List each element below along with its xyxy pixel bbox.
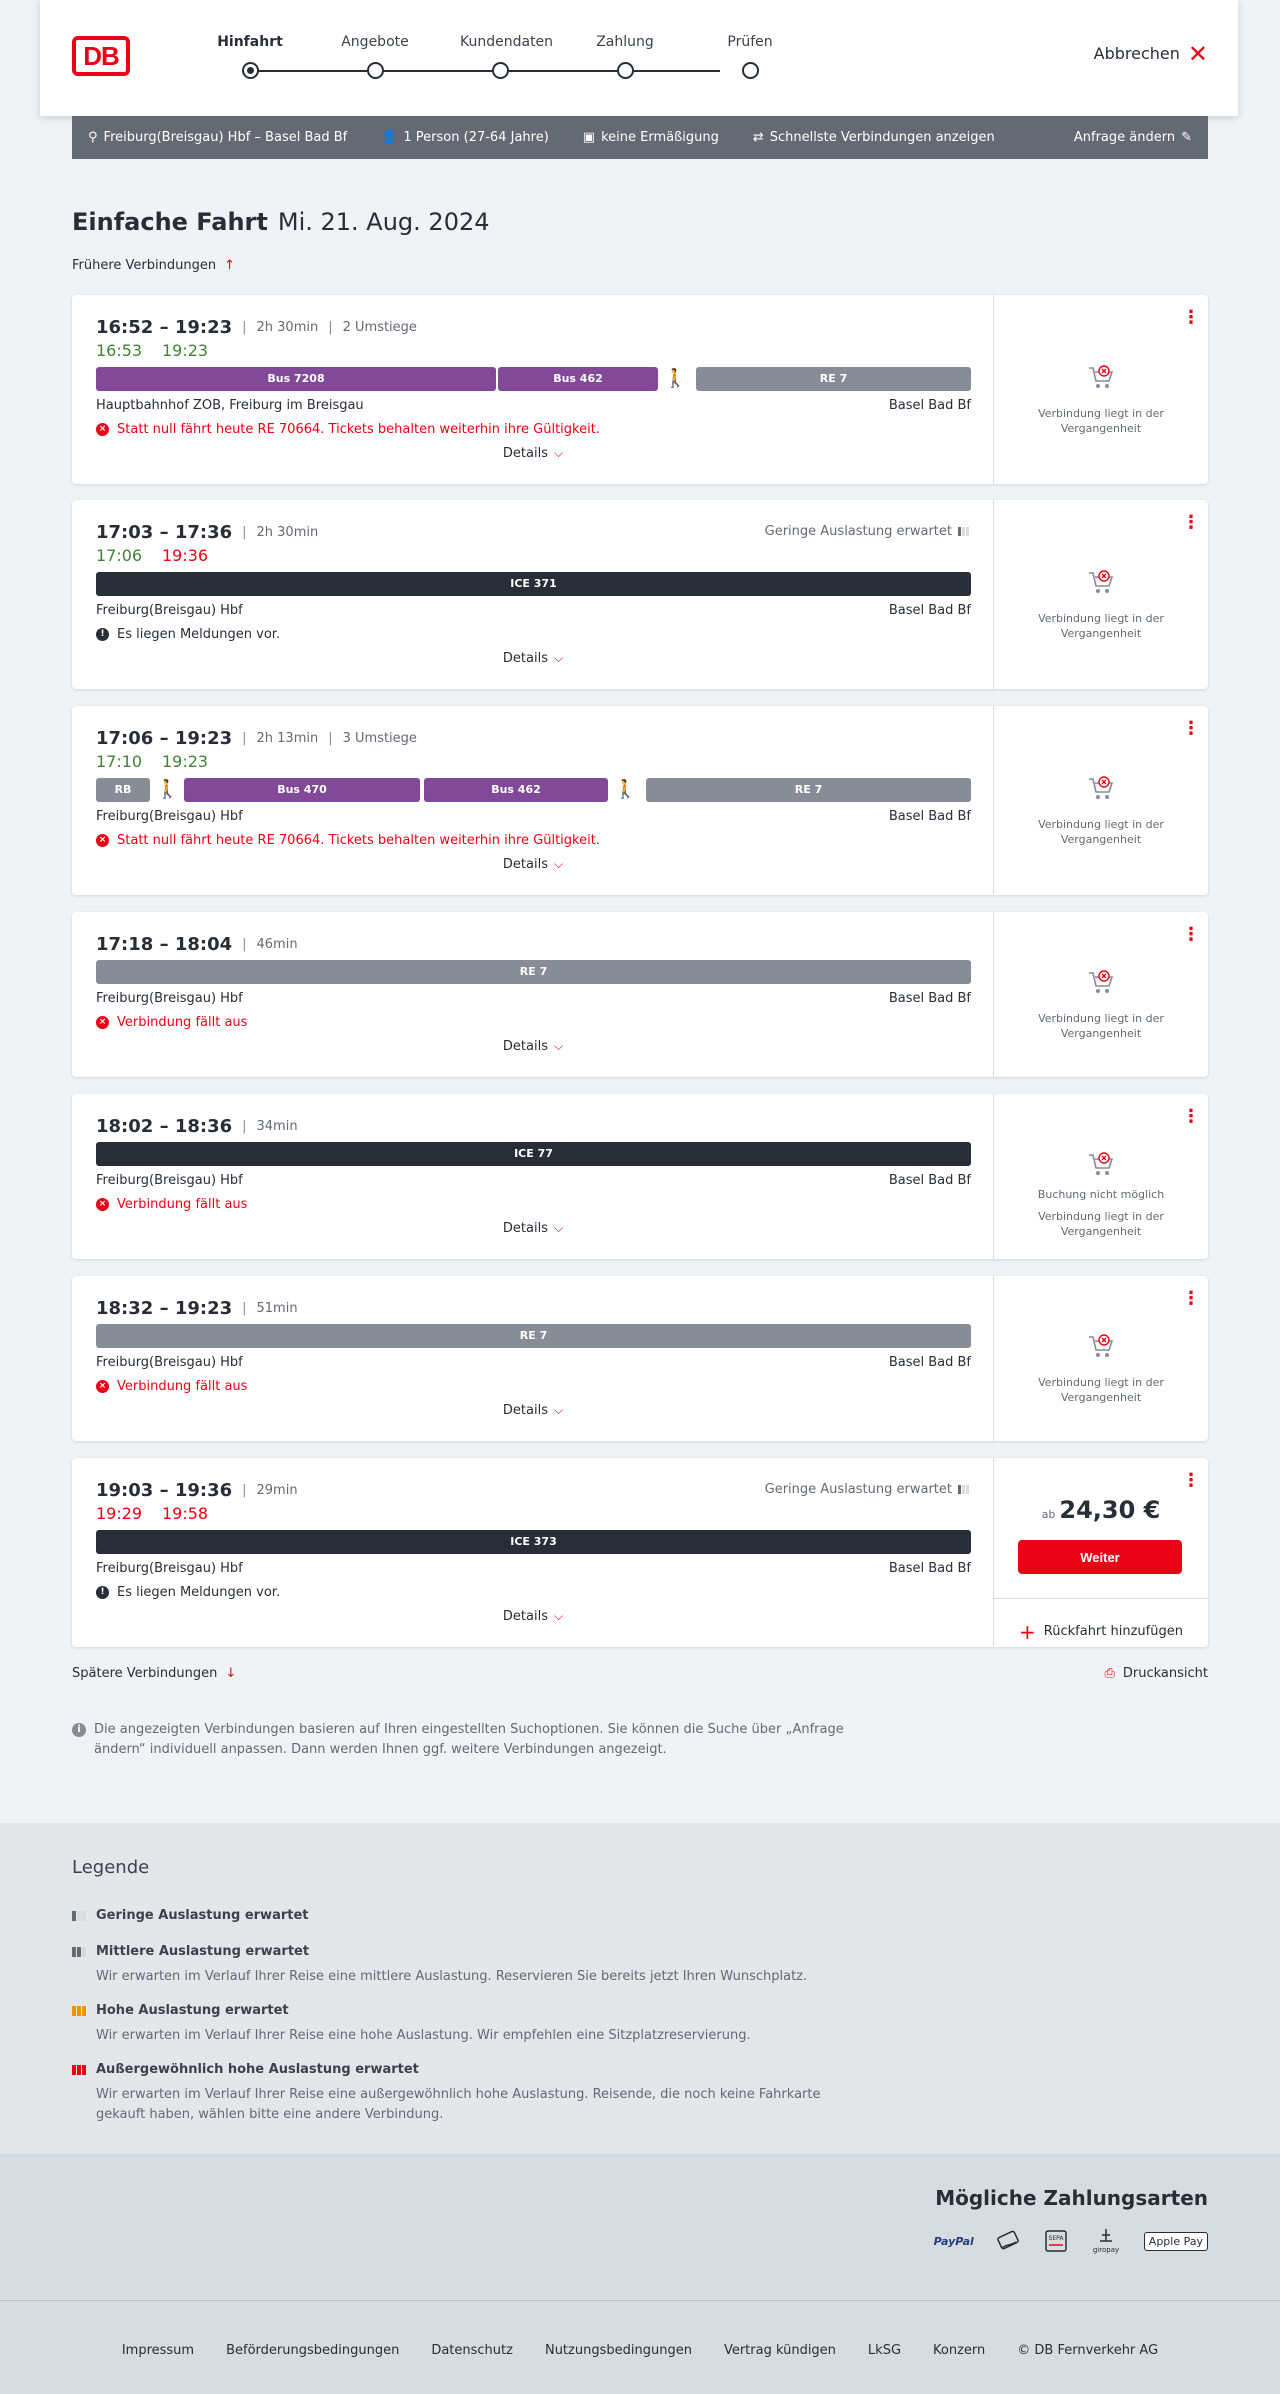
cart-unavailable-icon [994, 1333, 1208, 1363]
details-toggle[interactable] [72, 1609, 994, 1624]
occupancy-low-icon [958, 527, 969, 536]
past-connection-text: Verbindung liegt in der Vergangenheit [1038, 407, 1164, 435]
footer [0, 2300, 1280, 2394]
details-label: Details [502, 1609, 548, 1624]
persons-text: 1 Person (27-64 Jahre) [403, 130, 549, 145]
arrival-station: Basel Bad Bf [888, 1561, 971, 1576]
connection-message [96, 1015, 247, 1030]
connection-main[interactable] [72, 1276, 994, 1441]
occupancy-indicator [765, 524, 969, 539]
legend-item-title [72, 2003, 872, 2018]
planned-times: 18:02 – 18:36 [96, 1116, 233, 1137]
connection-times [96, 1298, 298, 1319]
message-text: Es liegen Meldungen vor. [117, 627, 281, 642]
step-dot [367, 62, 384, 79]
duration: 34min [256, 1119, 298, 1134]
connection-card[interactable] [72, 295, 1208, 484]
legend-item [72, 1944, 872, 1987]
more-options-icon[interactable]: ⋮ [1182, 924, 1200, 945]
footer-link[interactable]: Beförderungsbedingungen [226, 2343, 400, 2358]
location-pin-icon: ⚲ [88, 130, 98, 145]
step-label: Prüfen [727, 34, 773, 50]
realtime-departure: 17:10 [96, 752, 143, 771]
print-label: Druckansicht [1122, 1666, 1208, 1681]
message-text: Statt null fährt heute RE 70664. Tickets behalten weiterhin ihre Gültigkeit. [117, 422, 600, 437]
chevron-down-icon: ⌵ [553, 1403, 564, 1417]
connection-times [96, 317, 417, 338]
payment-title: Mögliche Zahlungsarten [935, 2186, 1208, 2210]
separator: | [242, 1119, 247, 1134]
duration: 46min [256, 937, 298, 952]
details-toggle[interactable] [72, 1221, 994, 1236]
connection-main[interactable] [72, 500, 994, 689]
train-segment[interactable]: RE 7 [96, 1324, 971, 1348]
print-view-button[interactable] [1104, 1666, 1208, 1681]
earlier-connections-button[interactable] [72, 258, 235, 273]
separator: | [242, 1301, 247, 1316]
departure-station: Freiburg(Breisgau) Hbf [96, 603, 243, 618]
error-icon: × [96, 1198, 109, 1211]
db-logo[interactable]: DB [72, 36, 130, 76]
occupancy-level-icon [72, 2006, 88, 2016]
step-dot [617, 62, 634, 79]
connection-message [96, 627, 280, 642]
later-connections-button[interactable] [72, 1666, 236, 1681]
svg-text:SEPA: SEPA [1048, 2235, 1064, 2242]
footer-link[interactable]: Nutzungsbedingungen [544, 2343, 692, 2358]
return-label: Rückfahrt hinzufügen [1043, 1624, 1183, 1639]
details-label: Details [502, 651, 548, 666]
planned-times: 17:06 – 19:23 [96, 728, 233, 749]
journey-segments-bar [96, 1142, 971, 1166]
arrival-station: Basel Bad Bf [888, 1173, 971, 1188]
error-icon: × [96, 423, 109, 436]
connection-card[interactable] [72, 1276, 1208, 1441]
train-segment[interactable]: Bus 7208 [96, 367, 496, 391]
departure-station: Freiburg(Breisgau) Hbf [96, 1355, 243, 1370]
train-segment[interactable]: Bus 470 [184, 778, 420, 802]
past-connection-text: Verbindung liegt in der Vergangenheit [1038, 612, 1164, 640]
step-label: Kundendaten [460, 34, 554, 50]
legend-title-text: Außergewöhnlich hohe Auslastung erwartet [96, 2062, 419, 2077]
details-label: Details [502, 857, 548, 872]
apple-pay-icon [1144, 2228, 1208, 2254]
stations [96, 1173, 971, 1188]
connection-message [96, 833, 600, 848]
stations [96, 809, 971, 824]
legend-desc: Wir erwarten im Verlauf Ihrer Reise eine hohe Auslastung. Wir empfehlen eine Sitzplatzreservierung. [96, 2028, 751, 2043]
step-pruefen [710, 34, 790, 50]
train-segment[interactable]: Bus 462 [424, 778, 608, 802]
step-hinfahrt [210, 34, 290, 50]
chevron-down-icon: ⌵ [553, 1609, 564, 1623]
journey-segments-bar [96, 778, 971, 802]
error-icon: × [96, 834, 109, 847]
connection-card[interactable] [72, 1094, 1208, 1259]
page-title [72, 208, 490, 236]
legend-title-text: Hohe Auslastung erwartet [96, 2003, 289, 2018]
connection-card[interactable] [72, 500, 1208, 689]
progress-line [250, 70, 720, 72]
summary-persons [381, 130, 549, 145]
realtime-times [96, 1504, 228, 1523]
arrow-up-icon: ↑ [224, 258, 235, 273]
trip-type: Einfache Fahrt [72, 208, 268, 236]
search-info-note [72, 1720, 852, 1760]
departure-station: Hauptbahnhof ZOB, Freiburg im Breisgau [96, 398, 364, 413]
more-options-icon[interactable]: ⋮ [1182, 1288, 1200, 1309]
step-label: Zahlung [596, 34, 654, 50]
train-segment[interactable]: RB [96, 778, 150, 802]
train-segment[interactable]: ICE 77 [96, 1142, 971, 1166]
occupancy-indicator [765, 1482, 969, 1497]
separator: | [242, 525, 247, 540]
connection-side [994, 1458, 1208, 1647]
details-toggle[interactable] [72, 1039, 994, 1054]
legend-section [0, 1823, 1280, 2154]
connection-times [96, 1116, 298, 1137]
separator: | [328, 320, 333, 335]
paypal-label: PayPal [933, 2234, 974, 2248]
details-label: Details [502, 1221, 548, 1236]
occupancy-level-icon [72, 1947, 88, 1957]
arrival-station: Basel Bad Bf [888, 809, 971, 824]
walking-icon: 🚶 [664, 368, 687, 389]
legend-desc: Wir erwarten im Verlauf Ihrer Reise eine außergewöhnlich hohe Auslastung. Reisende, die noch keine Fahrkarte gekauft haben, wählen bitte eine andere Verbindung. [96, 2087, 821, 2122]
connection-card[interactable] [72, 706, 1208, 895]
earlier-label: Frühere Verbindungen [72, 258, 217, 273]
printer-icon: ⎙ [1104, 1666, 1115, 1681]
paypal-icon [934, 2228, 974, 2254]
credit-card-icon [996, 2228, 1022, 2254]
transfers: 3 Umstiege [342, 731, 417, 746]
realtime-arrival: 19:58 [162, 1504, 209, 1523]
stations [96, 991, 971, 1006]
legend-desc: Wir erwarten im Verlauf Ihrer Reise eine mittlere Auslastung. Reservieren Sie bereits jetzt Ihren Wunschplatz. [96, 1969, 808, 1984]
legend-title: Legende [72, 1857, 150, 1878]
alert-icon: ! [96, 1586, 109, 1599]
booking-impossible-text: Buchung nicht möglich [1037, 1188, 1165, 1201]
connection-main[interactable] [72, 912, 994, 1077]
stations [96, 603, 971, 618]
footer-link[interactable]: LkSG [867, 2343, 902, 2358]
details-toggle[interactable] [72, 651, 994, 666]
chevron-down-icon: ⌵ [553, 857, 564, 871]
arrival-station: Basel Bad Bf [888, 1355, 971, 1370]
realtime-departure: 19:29 [96, 1504, 143, 1523]
legend-item [72, 1908, 872, 1923]
legend-item-title [72, 2062, 872, 2077]
top-header [40, 0, 1238, 116]
message-text: Verbindung fällt aus [117, 1197, 248, 1212]
connection-message [96, 1197, 247, 1212]
planned-times: 18:32 – 19:23 [96, 1298, 233, 1319]
chevron-down-icon: ⌵ [553, 446, 564, 460]
connection-times [96, 1480, 298, 1501]
footer-link[interactable]: © DB Fernverkehr AG [1017, 2343, 1159, 2358]
journey-segments-bar [96, 960, 971, 984]
separator: | [242, 1483, 247, 1498]
connection-side [994, 295, 1208, 484]
duration: 2h 13min [256, 731, 319, 746]
trip-date: Mi. 21. Aug. 2024 [277, 208, 490, 236]
giropay-icon [1090, 2228, 1122, 2254]
payment-section [0, 2154, 1280, 2300]
summary-discount [583, 130, 719, 145]
realtime-times [96, 341, 228, 360]
step-dot [242, 62, 259, 79]
legend-item [72, 2003, 872, 2046]
cart-unavailable-icon [994, 569, 1208, 599]
connection-side [994, 912, 1208, 1077]
train-segment[interactable]: ICE 373 [96, 1530, 971, 1554]
footer-link[interactable]: Konzern [933, 2343, 986, 2358]
message-text: Statt null fährt heute RE 70664. Tickets behalten weiterhin ihre Gültigkeit. [117, 833, 600, 848]
journey-segments-bar [96, 1324, 971, 1348]
swap-icon: ⇄ [752, 130, 764, 145]
step-kundendaten [460, 34, 554, 50]
duration: 2h 30min [256, 525, 319, 540]
legend-item-title [72, 1908, 872, 1923]
arrival-station: Basel Bad Bf [888, 398, 971, 413]
connection-card[interactable] [72, 912, 1208, 1077]
chevron-down-icon: ⌵ [553, 651, 564, 665]
arrival-station: Basel Bad Bf [888, 991, 971, 1006]
departure-station: Freiburg(Breisgau) Hbf [96, 809, 243, 824]
realtime-times [96, 752, 228, 771]
connection-message [96, 1585, 280, 1600]
booking-progress-steps [210, 34, 773, 84]
cart-unavailable-icon [994, 775, 1208, 805]
step-dot [742, 62, 759, 79]
realtime-arrival: 19:23 [162, 752, 209, 771]
legend-title-text: Mittlere Auslastung erwartet [96, 1944, 310, 1959]
cart-unavailable-icon [994, 364, 1208, 394]
step-label: Hinfahrt [217, 34, 283, 50]
continue-button[interactable]: Weiter [1018, 1540, 1182, 1574]
transfers: 2 Umstiege [342, 320, 417, 335]
sepa-icon [1044, 2228, 1068, 2254]
price-value: 24,30 € [1059, 1496, 1161, 1524]
connection-main[interactable] [72, 706, 994, 895]
duration: 29min [256, 1483, 298, 1498]
departure-station: Freiburg(Breisgau) Hbf [96, 991, 243, 1006]
planned-times: 17:18 – 18:04 [96, 934, 233, 955]
planned-times: 17:03 – 17:36 [96, 522, 233, 543]
price-prefix: ab [1041, 1508, 1056, 1521]
legend-item [72, 2062, 872, 2125]
separator: | [328, 731, 333, 746]
walking-icon: 🚶 [614, 779, 637, 800]
footer-link[interactable]: Vertrag kündigen [723, 2343, 836, 2358]
more-options-icon[interactable]: ⋮ [1182, 1470, 1200, 1491]
more-options-icon[interactable]: ⋮ [1182, 718, 1200, 739]
details-label: Details [502, 446, 548, 461]
connection-main[interactable] [72, 1458, 994, 1647]
cart-unavailable-icon [994, 969, 1208, 999]
arrow-down-icon: ↓ [225, 1666, 237, 1681]
footer-link[interactable]: Impressum [121, 2343, 195, 2358]
connection-side [994, 1094, 1208, 1259]
walking-icon: 🚶 [156, 779, 179, 800]
payment-methods [934, 2228, 1208, 2254]
connection-main[interactable] [72, 295, 994, 484]
later-label: Spätere Verbindungen [72, 1666, 218, 1681]
connection-times [96, 522, 318, 543]
close-icon: ✕ [1187, 39, 1208, 68]
cancel-button[interactable] [1093, 39, 1208, 68]
search-summary-bar [72, 116, 1208, 159]
details-label: Details [502, 1403, 548, 1418]
departure-station: Freiburg(Breisgau) Hbf [96, 1561, 243, 1576]
realtime-arrival: 19:36 [162, 546, 209, 565]
departure-station: Freiburg(Breisgau) Hbf [96, 1173, 243, 1188]
stations [96, 1355, 971, 1370]
planned-times: 16:52 – 19:23 [96, 317, 233, 338]
info-icon: i [72, 1723, 86, 1737]
footer-link[interactable]: Datenschutz [431, 2343, 513, 2358]
legend-title-text: Geringe Auslastung erwartet [96, 1908, 309, 1923]
duration: 51min [256, 1301, 298, 1316]
journey-segments-bar [96, 1530, 971, 1554]
more-options-icon[interactable]: ⋮ [1182, 512, 1200, 533]
price [994, 1496, 1208, 1524]
applepay-label: Apple Pay [1144, 2232, 1208, 2251]
change-request-button[interactable] [1074, 130, 1192, 145]
connection-message [96, 1379, 247, 1394]
occupancy-label: Geringe Auslastung erwartet [764, 1482, 952, 1497]
train-segment[interactable]: RE 7 [646, 778, 971, 802]
connection-message [96, 422, 600, 437]
connection-main[interactable] [72, 1094, 994, 1259]
realtime-arrival: 19:23 [162, 341, 209, 360]
step-angebote [335, 34, 415, 50]
more-options-icon[interactable]: ⋮ [1182, 307, 1200, 328]
past-connection-text: Verbindung liegt in der Vergangenheit [1038, 1210, 1164, 1238]
realtime-departure: 16:53 [96, 341, 143, 360]
message-text: Verbindung fällt aus [117, 1379, 248, 1394]
bahncard-icon: ▣ [582, 130, 596, 145]
note-text: Die angezeigten Verbindungen basieren auf Ihren eingestellten Suchoptionen. Sie können die Suche über „Anfrage ändern“ individuell anpassen. Dann werden Ihnen ggf. weitere Verbindungen angezeigt. [94, 1722, 844, 1757]
realtime-departure: 17:06 [96, 546, 143, 565]
step-label: Angebote [341, 34, 409, 50]
more-options-icon[interactable]: ⋮ [1182, 1106, 1200, 1127]
error-icon: × [96, 1380, 109, 1393]
occupancy-level-icon [72, 2065, 88, 2075]
cancel-label: Abbrechen [1093, 44, 1180, 63]
occupancy-level-icon [72, 1911, 88, 1921]
past-connection-text: Verbindung liegt in der Vergangenheit [1038, 818, 1164, 846]
add-return-button[interactable] [994, 1598, 1208, 1664]
error-icon: × [96, 1016, 109, 1029]
cart-unavailable-icon [994, 1151, 1208, 1181]
details-toggle[interactable] [72, 446, 994, 461]
summary-route [88, 130, 347, 145]
footer-links [0, 2343, 1280, 2358]
occupancy-low-icon [958, 1485, 969, 1494]
chevron-down-icon: ⌵ [553, 1221, 564, 1235]
message-text: Es liegen Meldungen vor. [117, 1585, 281, 1600]
step-zahlung [585, 34, 665, 50]
details-label: Details [502, 1039, 548, 1054]
separator: | [242, 320, 247, 335]
planned-times: 19:03 – 19:36 [96, 1480, 233, 1501]
person-icon: 👤 [381, 130, 398, 145]
stations [96, 398, 971, 413]
separator: | [242, 731, 247, 746]
pencil-icon: ✎ [1181, 130, 1192, 145]
fastest-text: Schnellste Verbindungen anzeigen [769, 130, 995, 145]
connection-side [994, 706, 1208, 895]
change-label: Anfrage ändern [1073, 130, 1176, 145]
message-text: Verbindung fällt aus [117, 1015, 248, 1030]
connection-side [994, 500, 1208, 689]
realtime-times [96, 546, 228, 565]
step-dot [492, 62, 509, 79]
train-segment[interactable]: Bus 462 [498, 367, 658, 391]
past-connection-text: Verbindung liegt in der Vergangenheit [1038, 1376, 1164, 1404]
connection-times [96, 934, 298, 955]
details-toggle[interactable] [72, 1403, 994, 1418]
duration: 2h 30min [256, 320, 319, 335]
train-segment[interactable]: RE 7 [696, 367, 971, 391]
route-text: Freiburg(Breisgau) Hbf – Basel Bad Bf [103, 130, 348, 145]
chevron-down-icon: ⌵ [553, 1039, 564, 1053]
connection-side [994, 1276, 1208, 1441]
separator: | [242, 937, 247, 952]
arrival-station: Basel Bad Bf [888, 603, 971, 618]
giropay-label: giropay [1092, 2246, 1119, 2254]
legend-item-title [72, 1944, 872, 1959]
connection-card[interactable] [72, 1458, 1208, 1647]
summary-fastest [753, 130, 995, 145]
train-segment[interactable]: ICE 371 [96, 572, 971, 596]
alert-icon: ! [96, 628, 109, 641]
journey-segments-bar [96, 367, 971, 391]
occupancy-label: Geringe Auslastung erwartet [764, 524, 952, 539]
stations [96, 1561, 971, 1576]
plus-icon: + [1019, 1619, 1036, 1644]
past-connection-text: Verbindung liegt in der Vergangenheit [1038, 1012, 1164, 1040]
connection-times [96, 728, 417, 749]
journey-segments-bar [96, 572, 971, 596]
train-segment[interactable]: RE 7 [96, 960, 971, 984]
details-toggle[interactable] [72, 857, 994, 872]
discount-text: keine Ermäßigung [601, 130, 719, 145]
